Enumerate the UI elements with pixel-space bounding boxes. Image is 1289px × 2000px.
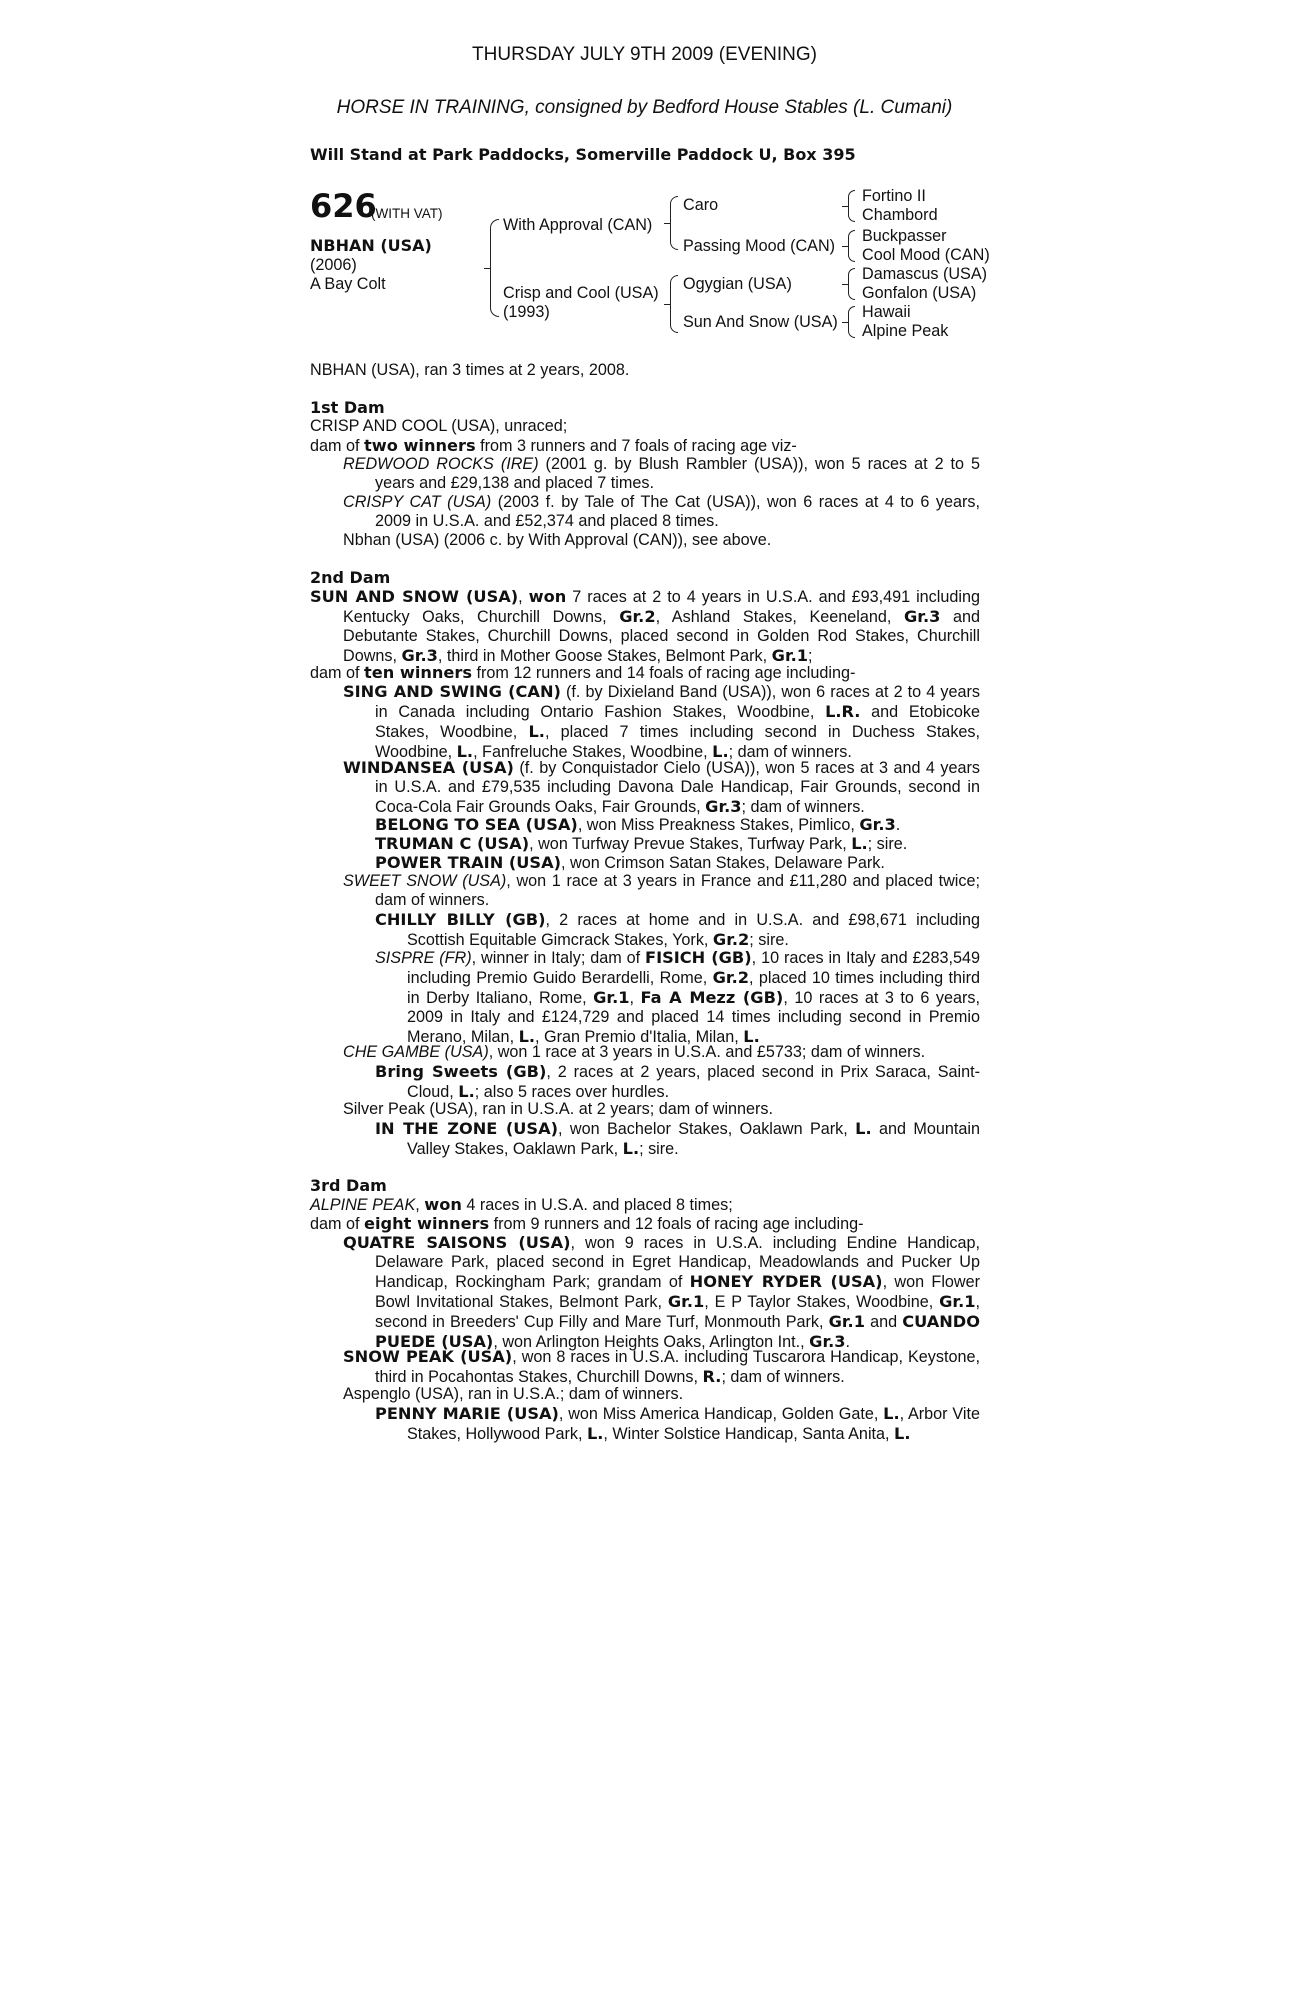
third-dam-summary: dam of eight winners from 9 runners and 12 foals of racing age including- [310, 1214, 864, 1233]
progeny-entry: Bring Sweets (GB), 2 races at 2 years, placed second in Prix Saraca, Saint-Cloud, L.; also 5 races over hurdles. [375, 1062, 980, 1101]
sale-date: THURSDAY JULY 9TH 2009 (EVENING) [472, 44, 817, 65]
progeny-entry: SWEET SNOW (USA), won 1 race at 3 years in France and £11,280 and placed twice; dam of winners. [343, 872, 980, 909]
third-dam-title: 3rd Dam [310, 1176, 387, 1195]
pedigree-g7: Hawaii [862, 303, 911, 321]
second-dam-intro: SUN AND SNOW (USA), won 7 races at 2 to 4 years in U.S.A. and £93,491 including Kentucky Oaks, Churchill Downs, Gr.2, Ashland Stakes, Keeneland, Gr.3 and Debutante Stakes, Churchill Downs, placed second in Golden Rod Stakes, Churchill Downs, Gr.3, third in Mother Goose Stakes, Belmont Park, Gr.1; [310, 587, 980, 665]
progeny-entry: POWER TRAIN (USA), won Crimson Satan Stakes, Delaware Park. [375, 853, 885, 872]
progeny-entry: QUATRE SAISONS (USA), won 9 races in U.S.A. including Endine Handicap, Delaware Park, placed second in Egret Handicap, Meadowlands and Pucker Up Handicap, Rockingham Park; grandam of HONEY RYDER (USA), won Flower Bowl Invitational Stakes, Belmont Park, Gr.1, E P Taylor Stakes, Woodbine, Gr.1, second in Breeders' Cup Filly and Mare Turf, Monmouth Park, Gr.1 and CUANDO PUEDE (USA), won Arlington Heights Oaks, Arlington Int., Gr.3. [343, 1233, 980, 1351]
progeny-entry: CHILLY BILLY (GB), 2 races at home and in U.S.A. and £98,671 including Scottish Equitable Gimcrack Stakes, York, Gr.2; sire. [375, 910, 980, 949]
horse-description: A Bay Colt [310, 275, 386, 293]
progeny-entry: CHE GAMBE (USA), won 1 race at 3 years in U.S.A. and £5733; dam of winners. [343, 1043, 926, 1061]
lot-vat-note: (WITH VAT) [371, 206, 443, 221]
progeny-entry: IN THE ZONE (USA), won Bachelor Stakes, Oaklawn Park, L. and Mountain Valley Stakes, Oaklawn Park, L.; sire. [375, 1119, 980, 1158]
pedigree-sire-sire: Caro [683, 196, 719, 214]
progeny-entry: SING AND SWING (CAN) (f. by Dixieland Band (USA)), won 6 races at 2 to 4 years in Canada including Ontario Fashion Stakes, Woodbine, L.R. and Etobicoke Stakes, Woodbine, L., placed 7 times including second in Duchess Stakes, Woodbine, L., Fanfreluche Stakes, Woodbine, L.; dam of winners. [343, 682, 981, 761]
pedigree-brace [490, 219, 499, 317]
pedigree-g6: Gonfalon (USA) [862, 284, 977, 302]
horse-year: (2006) [310, 256, 357, 274]
pedigree-dam-year: (1993) [503, 303, 550, 321]
pedigree-sire-dam: Passing Mood (CAN) [683, 237, 836, 255]
third-dam-intro: ALPINE PEAK, won 4 races in U.S.A. and placed 8 times; [310, 1195, 733, 1214]
pedigree-brace [848, 190, 855, 222]
second-dam-summary: dam of ten winners from 12 runners and 14 foals of racing age including- [310, 663, 856, 682]
progeny-entry: Aspenglo (USA), ran in U.S.A.; dam of winners. [343, 1385, 684, 1403]
pedigree-sire: With Approval (CAN) [503, 216, 653, 234]
progeny-entry: WINDANSEA (USA) (f. by Conquistador Cielo (USA)), won 5 races at 3 and 4 years in U.S.A. and £79,535 including Davona Dale Handicap, Fair Grounds, second in Coca-Cola Fair Grounds Oaks, Fair Grounds, Gr.3; dam of winners. [343, 758, 980, 816]
second-dam-title: 2nd Dam [310, 568, 391, 587]
pedigree-g5: Damascus (USA) [862, 265, 988, 283]
pedigree-dam: Crisp and Cool (USA) [503, 284, 659, 302]
pedigree-g2: Chambord [862, 206, 938, 224]
pedigree-dam-sire: Ogygian (USA) [683, 275, 792, 293]
progeny-entry: REDWOOD ROCKS (IRE) (2001 g. by Blush Rambler (USA)), won 5 races at 2 to 5 years and £29,138 and placed 7 times. [343, 455, 981, 492]
progeny-entry: SNOW PEAK (USA), won 8 races in U.S.A. including Tuscarora Handicap, Keystone, third in Pocahontas Stakes, Churchill Downs, R.; dam of winners. [343, 1347, 980, 1386]
race-record: NBHAN (USA), ran 3 times at 2 years, 2008. [310, 361, 630, 379]
pedigree-dam-dam: Sun And Snow (USA) [683, 313, 838, 331]
progeny-entry: CRISPY CAT (USA) (2003 f. by Tale of The Cat (USA)), won 6 races at 4 to 6 years, 2009 in U.S.A. and £52,374 and placed 8 times. [343, 493, 980, 530]
lot-number: 626 [310, 187, 377, 225]
progeny-entry: Silver Peak (USA), ran in U.S.A. at 2 years; dam of winners. [343, 1100, 774, 1118]
first-dam-title: 1st Dam [310, 398, 385, 417]
first-dam-summary: dam of two winners from 3 runners and 7 foals of racing age viz- [310, 436, 797, 455]
progeny-entry: BELONG TO SEA (USA), won Miss Preakness Stakes, Pimlico, Gr.3. [375, 815, 901, 834]
pedigree-g8: Alpine Peak [862, 322, 949, 340]
pedigree-brace [670, 275, 678, 333]
consignment-line: HORSE IN TRAINING, consigned by Bedford House Stables (L. Cumani) [336, 97, 953, 118]
progeny-entry: PENNY MARIE (USA), won Miss America Handicap, Golden Gate, L., Arbor Vite Stakes, Hollywood Park, L., Winter Solstice Handicap, Santa Anita, L. [375, 1404, 980, 1443]
horse-name: NBHAN (USA) [310, 236, 432, 255]
pedigree-brace [848, 306, 855, 338]
pedigree-brace [670, 196, 678, 250]
pedigree-brace [848, 268, 855, 300]
pedigree-g1: Fortino II [862, 187, 926, 205]
progeny-entry: TRUMAN C (USA), won Turfway Prevue Stakes, Turfway Park, L.; sire. [375, 834, 908, 853]
pedigree-g3: Buckpasser [862, 227, 947, 245]
progeny-entry: Nbhan (USA) (2006 c. by With Approval (CAN)), see above. [343, 531, 772, 549]
stand-location: Will Stand at Park Paddocks, Somerville Paddock U, Box 395 [310, 145, 856, 164]
pedigree-brace [848, 230, 855, 262]
pedigree-g4: Cool Mood (CAN) [862, 246, 990, 264]
progeny-entry: SISPRE (FR), winner in Italy; dam of FISICH (GB), 10 races in Italy and £283,549 including Premio Guido Berardelli, Rome, Gr.2, placed 10 times including third in Derby Italiano, Rome, Gr.1, Fa A Mezz (GB), 10 races at 3 to 6 years, 2009 in Italy and £124,729 and placed 14 times including second in Premio Merano, Milan, L., Gran Premio d'Italia, Milan, L. [375, 948, 980, 1046]
first-dam-line: CRISP AND COOL (USA), unraced; [310, 417, 568, 435]
